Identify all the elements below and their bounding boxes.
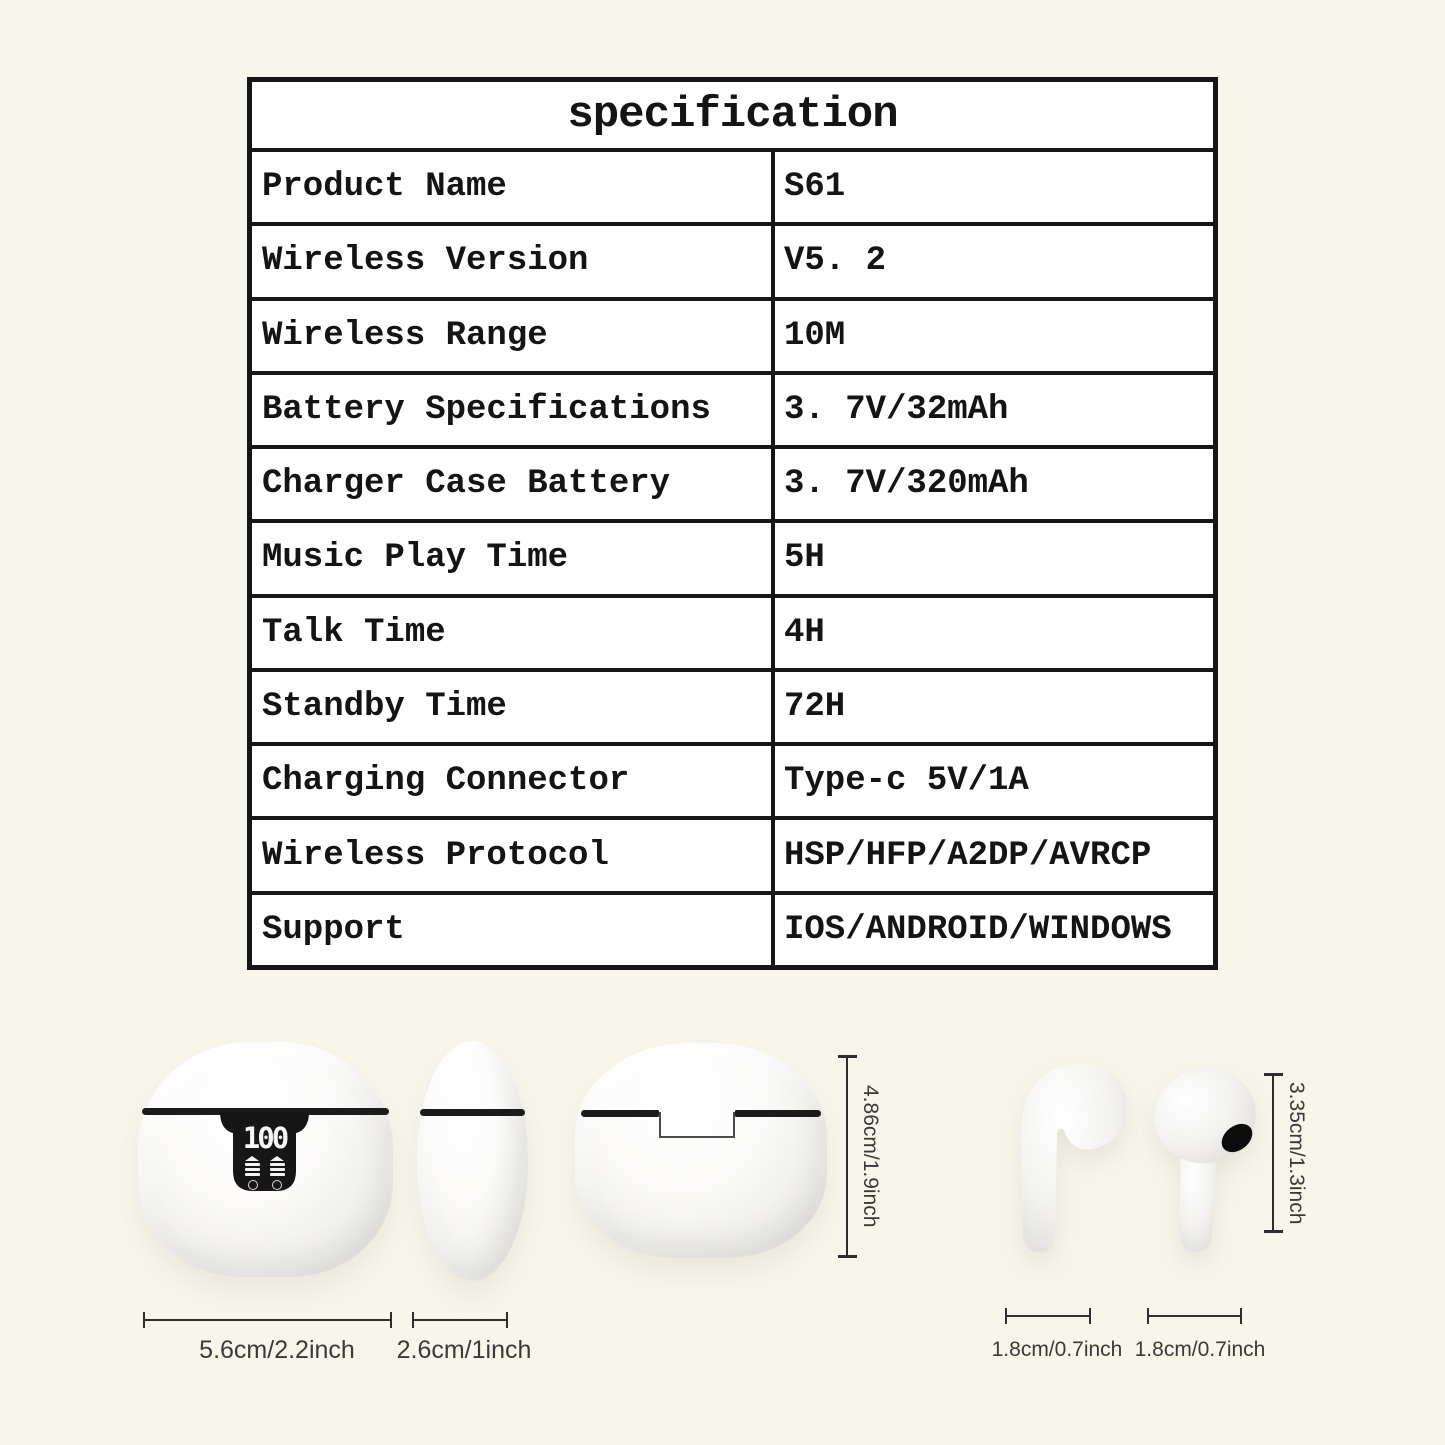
spec-value: V5. 2 [784,242,887,281]
charging-case-back-view [575,1043,827,1258]
spec-value: 72H [784,687,846,726]
spec-value: 5H [784,539,825,578]
case-depth-dimension-line [412,1319,508,1321]
spec-value: 10M [784,316,846,355]
spec-label: Wireless Protocol [252,820,775,890]
table-row [252,371,1213,445]
charging-case-side-view [417,1041,528,1281]
spec-value: Type-c 5V/1A [784,762,1029,801]
table-row [252,668,1213,742]
case-width-label: 5.6cm/2.2inch [199,1336,355,1364]
earbud-right-angled [1148,1066,1258,1256]
case-height-dimension-line [846,1055,848,1258]
spec-label: Wireless Version [252,226,775,296]
spec-value: IOS/ANDROID/WINDOWS [784,910,1172,949]
right-earbud-battery-icon [270,1156,285,1176]
battery-percent-readout: 100 [242,1121,287,1155]
case-hinge [659,1112,735,1138]
table-row [252,222,1213,296]
case-width-dimension-line [143,1319,392,1321]
earbud-right-width-label: 1.8cm/0.7inch [1134,1338,1266,1361]
spec-label: Music Play Time [252,523,775,593]
earbud-left-width-dimension-line [1005,1315,1091,1317]
spec-value: 3. 7V/32mAh [784,390,1009,429]
spec-label: Wireless Range [252,301,775,371]
case-lid-seam [420,1109,525,1116]
earbud-left-width-label: 1.8cm/0.7inch [991,1338,1123,1361]
spec-label: Battery Specifications [252,375,775,445]
spec-label: Product Name [252,152,775,222]
case-height-label: 4.86cm/1.9inch [859,1085,882,1228]
table-title: specification [567,90,898,140]
spec-value: HSP/HFP/A2DP/AVRCP [784,836,1152,875]
spec-label: Standby Time [252,672,775,742]
battery-level-icons [245,1156,285,1176]
earbud-indicator-icons [248,1180,282,1190]
table-row [252,816,1213,890]
spec-value: 4H [784,613,825,652]
spec-label: Charger Case Battery [252,449,775,519]
spec-label: Charging Connector [252,746,775,816]
table-row [252,742,1213,816]
table-row [252,891,1213,965]
case-depth-label: 2.6cm/1inch [396,1336,532,1364]
charging-case-front-view [138,1042,393,1277]
specification-table [247,77,1218,970]
right-earbud-indicator-icon [272,1180,282,1190]
case-lid-seam [735,1110,821,1117]
left-earbud-indicator-icon [248,1180,258,1190]
table-row [252,519,1213,593]
earbud-right-width-dimension-line [1147,1315,1242,1317]
spec-label: Talk Time [252,598,775,668]
case-lid-seam [581,1110,659,1117]
table-row [252,445,1213,519]
table-row [252,594,1213,668]
earbud-left-profile [1018,1062,1130,1254]
led-display-content [220,1112,309,1198]
table-row [252,297,1213,371]
left-earbud-battery-icon [245,1156,260,1176]
table-row [252,148,1213,222]
earbud-height-dimension-line [1272,1073,1274,1233]
spec-label: Support [252,895,775,965]
spec-value: 3. 7V/320mAh [784,465,1029,504]
earbud-height-label: 3.35cm/1.3inch [1285,1081,1308,1225]
spec-value: S61 [784,168,846,207]
